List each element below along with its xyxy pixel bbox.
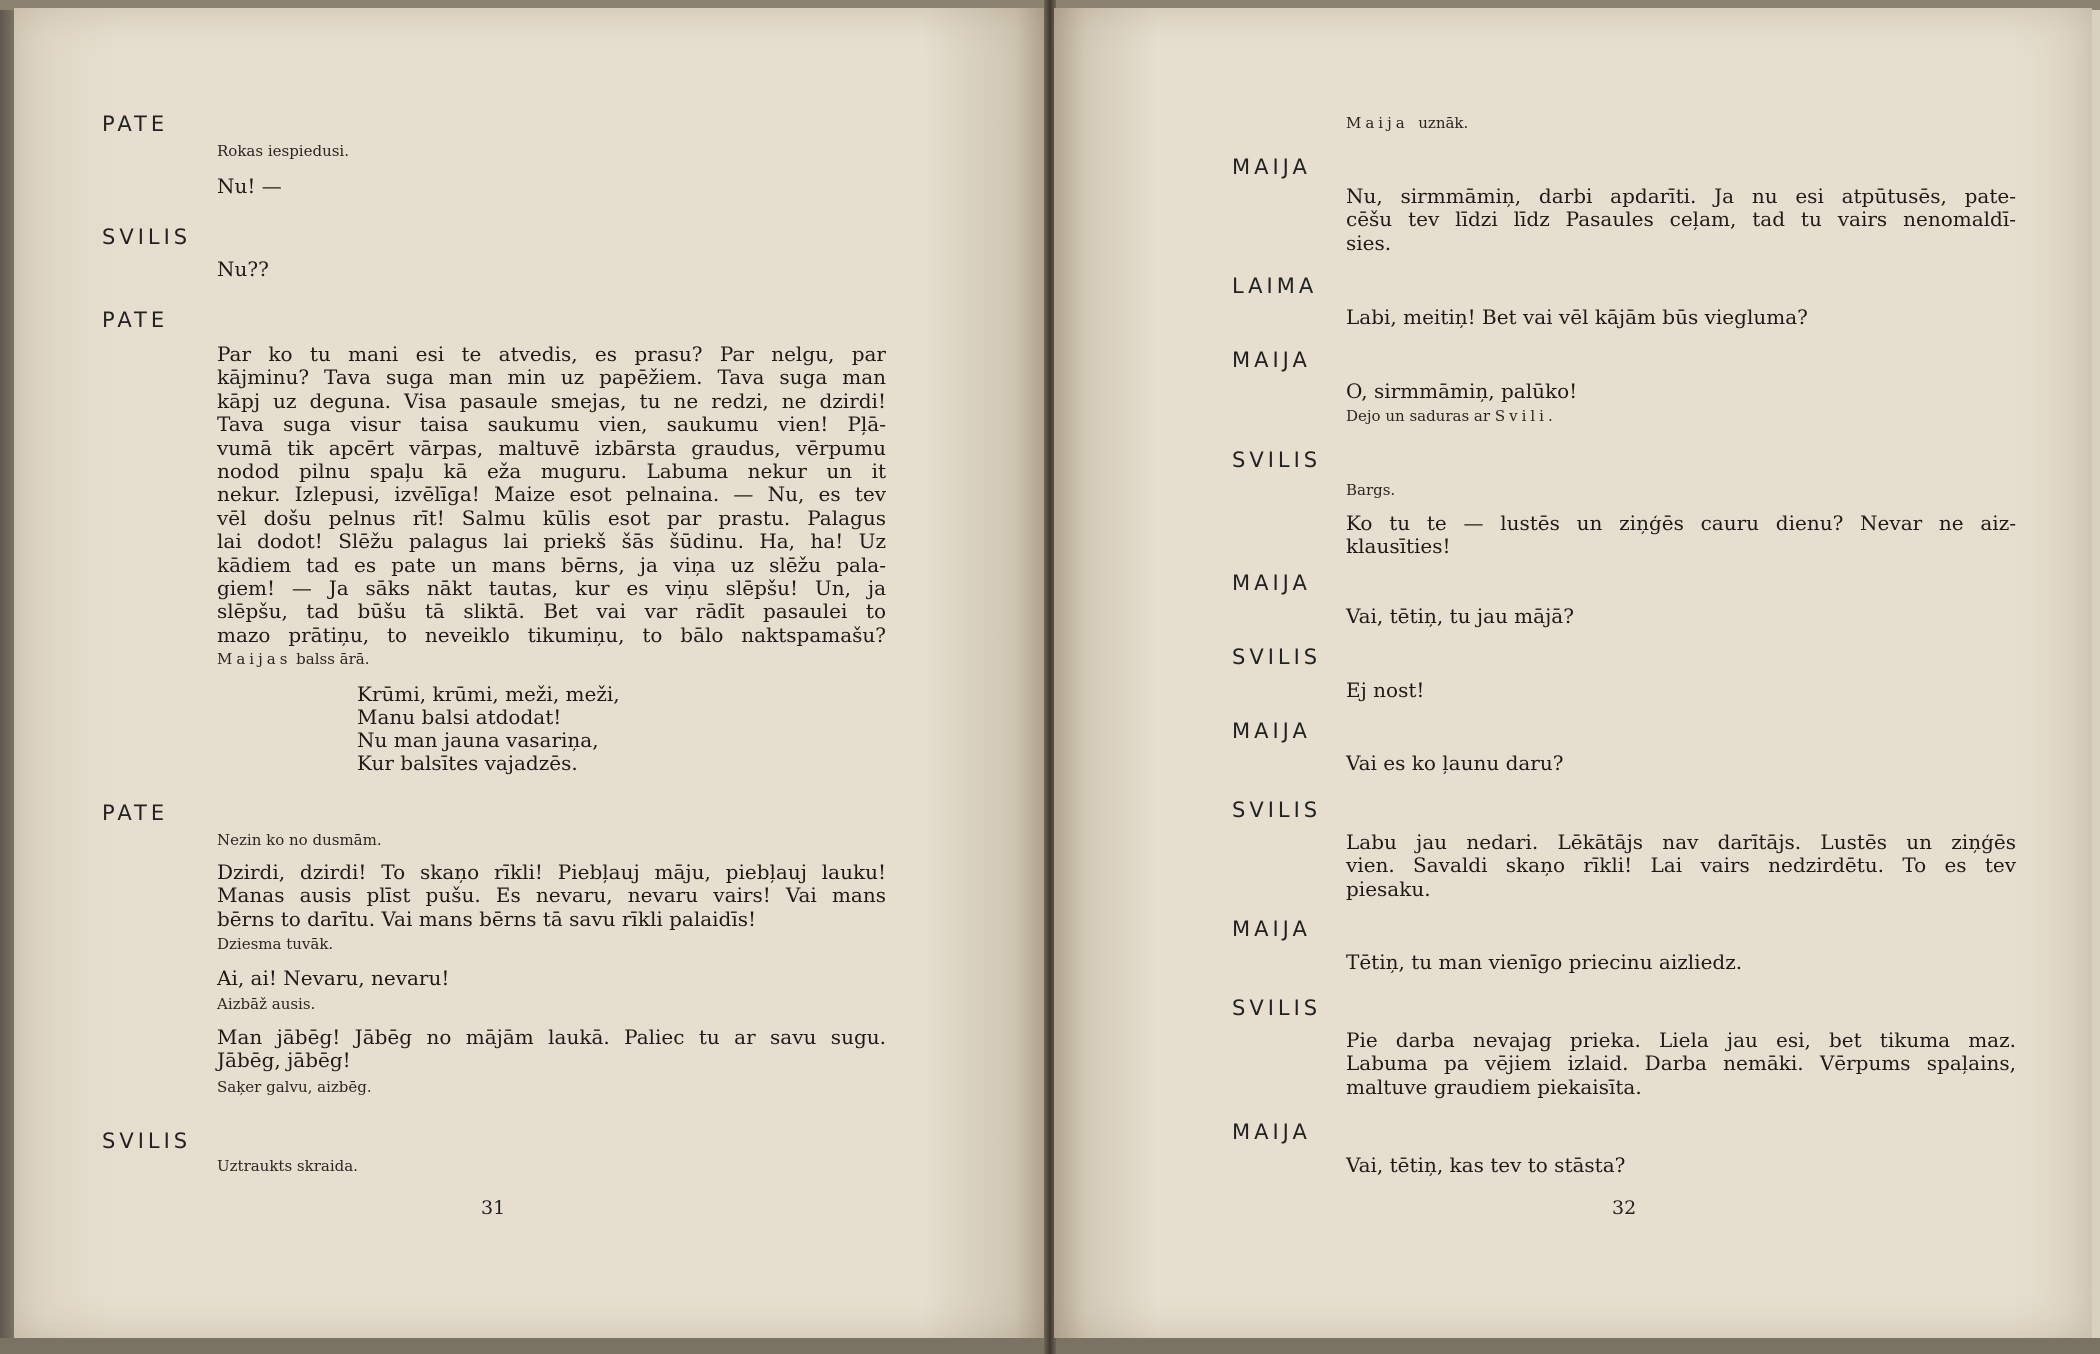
stage-direction: Rokas iespiedusi. (217, 142, 349, 160)
verse-line: Manu balsi atdodat! (357, 705, 562, 729)
speaker-pate: PATE (102, 308, 169, 332)
dialogue-paragraph: Nu, sirmmāmiņ, darbi apdarīti. Ja nu esi atpūtusēs, pate- cēšu tev līdzi līdz Pasaules ceļam, tad tu vairs nenomaldī- sies. (1346, 184, 2016, 255)
stage-direction: Maijas balss ārā. (217, 650, 370, 668)
stage-direction: Uztraukts skraida. (217, 1157, 358, 1175)
dialogue-line: Tētiņ, tu man vienīgo priecinu aizliedz. (1346, 950, 1743, 974)
dialogue-line: Labi, meitiņ! Bet vai vēl kājām būs viegluma? (1346, 305, 1808, 329)
verse-line: Krūmi, krūmi, meži, meži, (357, 682, 620, 706)
dialogue-paragraph: Ko tu te — lustēs un ziņģēs cauru dienu? Nevar ne aiz- klausīties! (1346, 511, 2016, 559)
page-number: 32 (1612, 1197, 1637, 1219)
speaker-maija: MAIJA (1232, 155, 1311, 179)
dialogue-line: Nu?? (217, 257, 269, 281)
dialogue-paragraph: Dzirdi, dzirdi! To skaņo rīkli! Piebļauj māju, piebļauj lauku! Manas ausis plīst pušu. Es nevaru, nevaru vairs! Vai mans bērns to darītu. Vai mans bērns tā savu rīkli palaidīs! (217, 860, 886, 931)
speaker-svilis: SVILIS (1232, 798, 1322, 822)
stage-direction: Nezin ko no dusmām. (217, 831, 382, 849)
dialogue-line: O, sirmmāmiņ, palūko! (1346, 379, 1578, 403)
speaker-maija: MAIJA (1232, 571, 1311, 595)
dialogue-paragraph: Par ko tu mani esi te atvedis, es prasu? Par nelgu, par kājminu? Tava suga man min uz papēžiem. Tava suga man kāpj uz deguna. Visa pasaule smejas, tu ne redzi, ne dzirdi! Tava suga visur taisa saukumu vien, saukumu vien! Pļā- vumā tik apcērt vārpas, maltuvē izbārsta graudus, vērpumu nodod pilnu spaļu kā eža muguru. Labuma nekur un it nekur. Izlepusi, izvēlīga! Maize esot pelnaina. — Nu, es tev vēl došu pelnus rīt! Salmu kūlis esot par prastu. Palagus lai dodot! Slēžu palagus lai priekš šās šūdinu. Ha, ha! Uz kādiem tad es pate un mans bērns, ja viņa uz slēžu pala- giem! — Ja sāks nākt tautas, kur es viņu slēpšu! Un, ja slēpšu, tad būšu tā sliktā. Bet vai var rādīt pasaulei to mazo prātiņu, to neveiklo tikumiņu, to bālo naktspamašu? (217, 342, 886, 647)
speaker-svilis: SVILIS (1232, 448, 1322, 472)
dialogue-line: Vai es ko ļaunu daru? (1346, 751, 1564, 775)
stage-direction: Maija uznāk. (1346, 114, 1469, 132)
speaker-svilis: SVILIS (102, 225, 192, 249)
stage-direction: Saķer galvu, aizbēg. (217, 1078, 372, 1096)
speaker-pate: PATE (102, 112, 169, 136)
dialogue-line: Ai, ai! Nevaru, nevaru! (217, 966, 450, 990)
speaker-maija: MAIJA (1232, 719, 1311, 743)
page-number: 31 (481, 1197, 506, 1219)
dialogue-line: Ej nost! (1346, 678, 1425, 702)
verse-line: Kur balsītes vajadzēs. (357, 751, 578, 775)
speaker-maija: MAIJA (1232, 348, 1311, 372)
speaker-maija: MAIJA (1232, 1120, 1311, 1144)
stage-direction: Bargs. (1346, 481, 1396, 499)
stage-direction: Dejo un saduras ar Svili. (1346, 407, 1557, 425)
dialogue-line: Vai, tētiņ, tu jau mājā? (1346, 604, 1574, 628)
stage-direction: Dziesma tuvāk. (217, 935, 334, 953)
stage-direction: Aizbāž ausis. (217, 995, 316, 1013)
verse-line: Nu man jauna vasariņa, (357, 728, 599, 752)
speaker-svilis: SVILIS (1232, 996, 1322, 1020)
dialogue-line: Nu! — (217, 174, 282, 198)
speaker-svilis: SVILIS (1232, 645, 1322, 669)
dialogue-paragraph: Labu jau nedari. Lēkātājs nav darītājs. Lustēs un ziņģēs vien. Savaldi skaņo rīkli! Lai vairs nedzirdētu. To es tev piesaku. (1346, 830, 2016, 901)
dialogue-paragraph: Man jābēg! Jābēg no mājām laukā. Paliec tu ar savu sugu. Jābēg, jābēg! (217, 1025, 886, 1073)
dialogue-line: Vai, tētiņ, kas tev to stāsta? (1346, 1153, 1626, 1177)
speaker-pate: PATE (102, 801, 169, 825)
dialogue-paragraph: Pie darba nevajag prieka. Liela jau esi, bet tikuma maz. Labuma pa vējiem izlaid. Darba nemāki. Vērpums spaļains, maltuve graudiem piekaisīta. (1346, 1028, 2016, 1099)
speaker-svilis: SVILIS (102, 1129, 192, 1153)
speaker-laima: LAIMA (1232, 274, 1318, 298)
speaker-maija: MAIJA (1232, 917, 1311, 941)
